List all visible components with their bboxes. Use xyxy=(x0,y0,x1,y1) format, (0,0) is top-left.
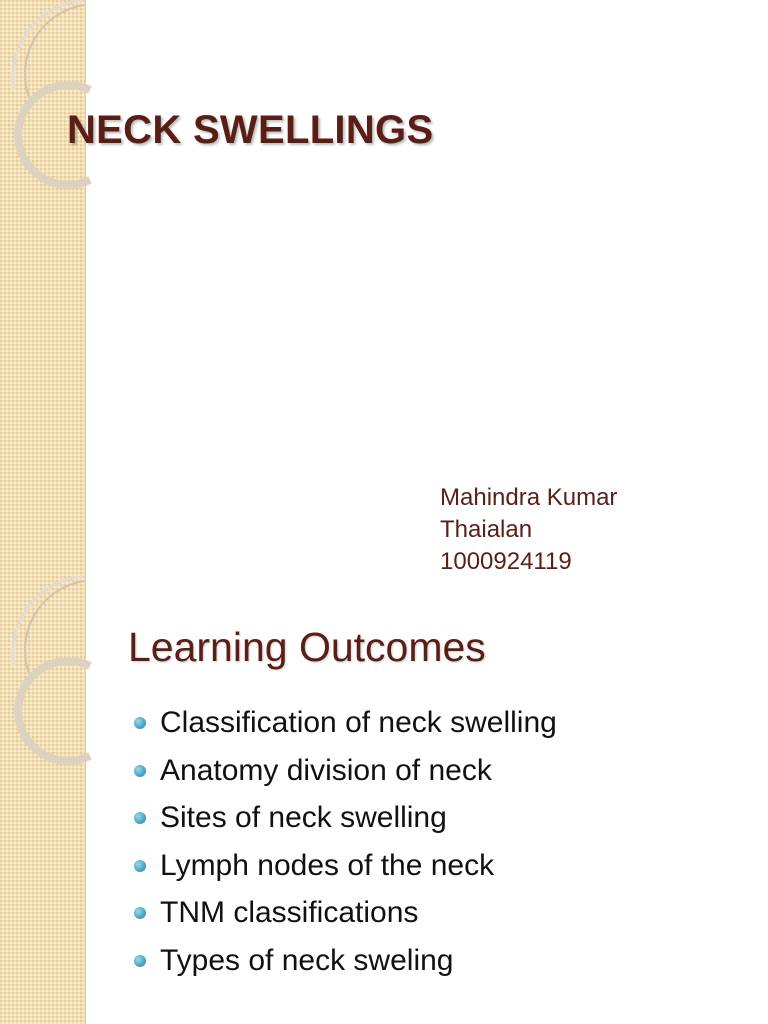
decorative-rings-icon xyxy=(0,0,140,200)
author-name-line-2: Thaialan xyxy=(440,516,533,543)
slide-title: Learning Outcomes xyxy=(128,624,486,670)
list-item: Sites of neck swelling xyxy=(134,795,557,843)
author-name-line-1: Mahindra Kumar xyxy=(440,484,618,511)
list-item: Classification of neck swelling xyxy=(134,700,557,748)
list-item: Anatomy division of neck xyxy=(134,748,557,796)
page-title: NECK SWELLINGS xyxy=(67,108,434,152)
author-block xyxy=(440,482,617,576)
list-item: TNM classifications xyxy=(134,890,557,938)
author-id: 1000924119 xyxy=(440,548,572,575)
list-item: Lymph nodes of the neck xyxy=(134,843,557,891)
outcomes-list xyxy=(134,700,557,985)
list-item: Types of neck sweling xyxy=(134,938,557,986)
decorative-rings-icon xyxy=(0,576,140,776)
